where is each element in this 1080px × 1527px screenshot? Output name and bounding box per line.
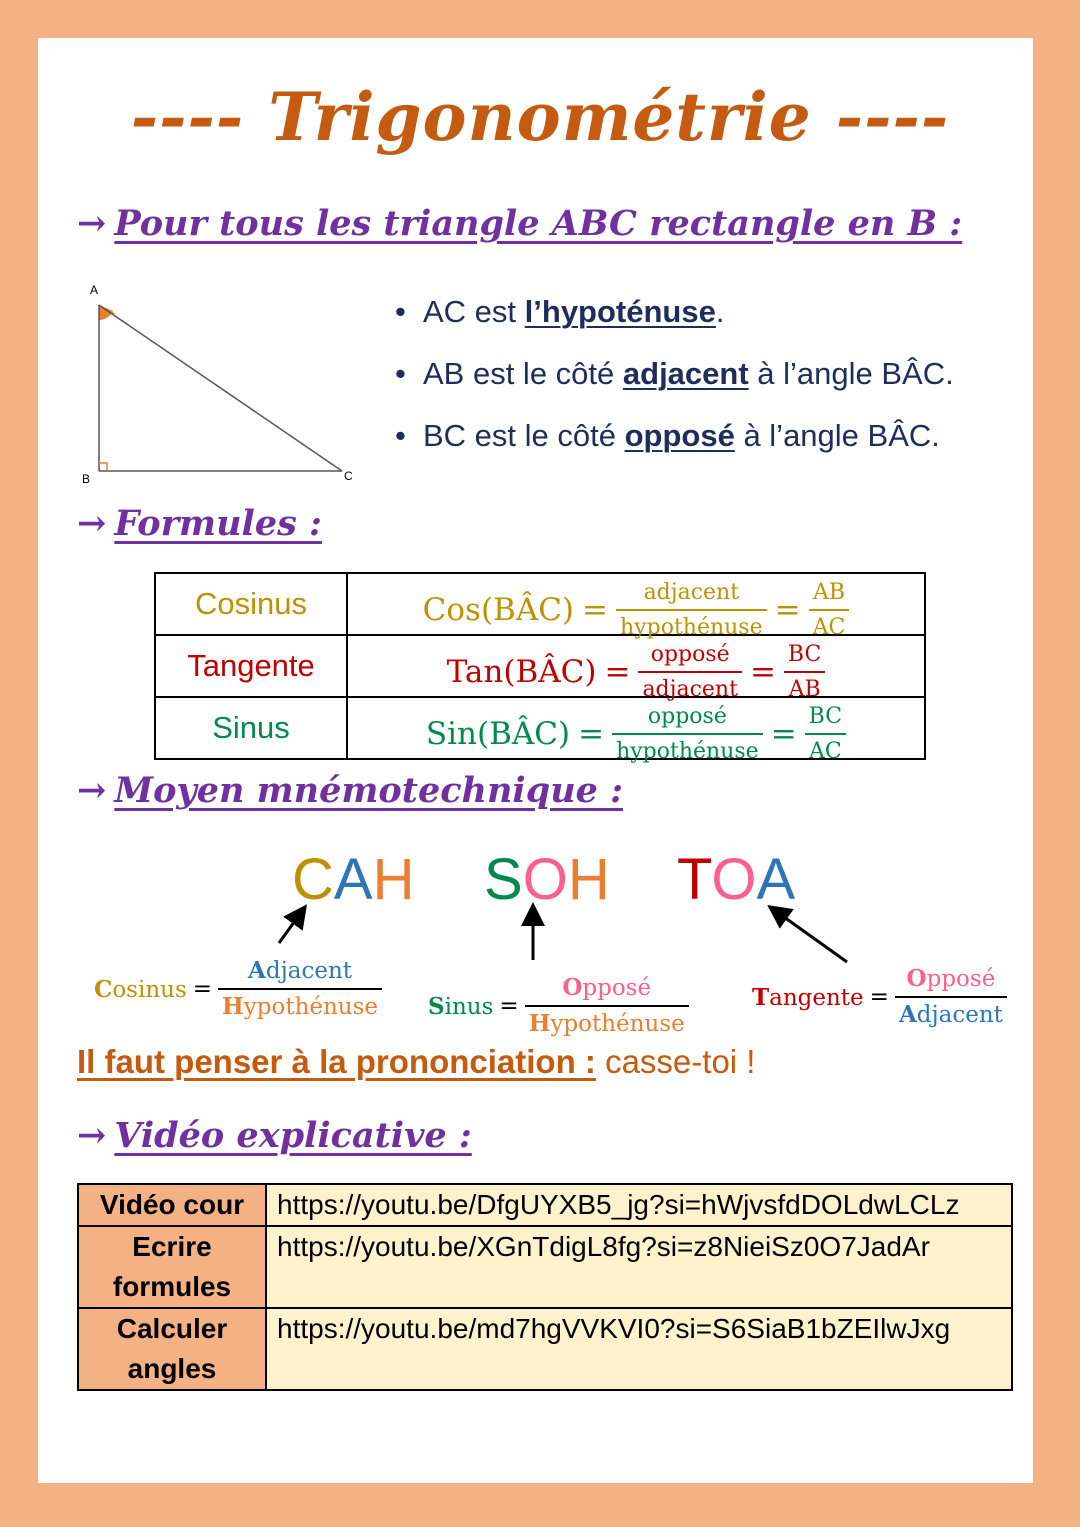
fraction: $\frac{AB}{AC}$: [809, 576, 850, 644]
definition-list: [395, 294, 954, 480]
bullet-keyword: opposé: [624, 418, 735, 453]
equals-sign: =: [192, 976, 213, 1002]
video-link[interactable]: https://youtu.be/DfgUYXB5_jg?si=hWjvsfdDOLdwLCLz: [266, 1184, 1012, 1226]
formula-function: Cos(BÂC): [422, 592, 575, 628]
bullet-text: AC est: [423, 294, 525, 329]
bullet-text-end: à l’angle BÂC.: [734, 418, 940, 453]
section-heading-triangle-text: Pour tous les triangle ABC rectangle en B :: [114, 203, 963, 244]
right-arrow-icon: →: [77, 503, 107, 544]
page-title: ---- Trigonométrie ----: [130, 78, 950, 156]
formula-name-sinus: Sinus: [155, 697, 347, 759]
vertex-label-b: B: [82, 472, 91, 486]
section-heading-formulas-text: Formules :: [114, 503, 322, 544]
fraction: $\frac{\text{Adjacent}}{\text{Hypothénuse}}$: [218, 954, 382, 1024]
formula-tangente: [347, 635, 925, 702]
pronunciation-tip: [77, 1043, 755, 1081]
formula-name-tangente: Tangente: [155, 635, 347, 697]
section-heading-mnemonic-text: Moyen mnémotechnique :: [114, 770, 624, 811]
fraction: $\frac{\text{Opposé}}{\text{Hypothénuse}}$: [525, 971, 689, 1041]
fraction: $\frac{BC}{AC}$: [805, 700, 846, 768]
table-row: [78, 1308, 1012, 1390]
equals-sign: =: [499, 993, 519, 1019]
section-heading-video: [77, 1115, 472, 1156]
equals-sign: =: [582, 592, 609, 628]
bullet-icon: •: [395, 356, 406, 391]
mnemonic-soh: SOH: [484, 847, 610, 912]
formula-function: Sin(BÂC): [425, 716, 571, 752]
equals-sign: =: [770, 716, 797, 752]
table-row: [155, 635, 925, 697]
formula-sinus: [347, 697, 925, 764]
formula-cosinus: [347, 573, 925, 640]
equals-sign: =: [749, 654, 776, 690]
bullet-text: BC est le côté: [423, 418, 625, 453]
side-ac: [99, 305, 342, 471]
equals-sign: =: [604, 654, 631, 690]
pronunciation-label: Il faut penser à la prononciation :: [77, 1043, 596, 1080]
bullet-text-end: .: [715, 294, 725, 329]
fraction: $\frac{\text{opposé}}{\text{hypothénuse}}$: [612, 700, 763, 768]
pronunciation-text: casse-toi !: [595, 1043, 756, 1080]
section-heading-formulas: [77, 503, 322, 544]
fraction: $\frac{\text{opposé}}{\text{adjacent}}$: [638, 638, 742, 706]
table-row: [155, 573, 925, 635]
right-arrow-icon: →: [77, 1115, 107, 1156]
video-label: Vidéo cour: [78, 1184, 266, 1226]
vertex-label-c: C: [344, 469, 353, 483]
list-item: [395, 356, 954, 418]
table-row: [78, 1226, 1012, 1308]
fraction: $\frac{\text{adjacent}}{\text{hypothénuse}}$: [616, 576, 767, 644]
arrow-up-right-icon: [279, 914, 300, 943]
table-row: [155, 697, 925, 759]
video-link[interactable]: https://youtu.be/XGnTdigL8fg?si=z8NieiSz0O7JadAr: [266, 1226, 1012, 1308]
video-label: Calculer angles: [78, 1308, 266, 1390]
video-label: Ecrire formules: [78, 1226, 266, 1308]
vertex-label-a: A: [90, 283, 99, 297]
bullet-keyword: l’hypoténuse: [524, 294, 716, 329]
section-heading-triangle: [77, 203, 962, 244]
bullet-text: AB est le côté: [423, 356, 623, 391]
arrow-up-left-icon: [777, 912, 847, 962]
bullet-text-end: à l’angle BÂC.: [748, 356, 954, 391]
bullet-icon: •: [395, 418, 406, 453]
video-links-table: [77, 1183, 1013, 1391]
right-triangle-figure: [78, 280, 368, 490]
list-item: [395, 294, 954, 356]
formula-function: Tan(BÂC): [446, 654, 597, 690]
section-heading-video-text: Vidéo explicative :: [114, 1115, 472, 1156]
mnemonic-tangente-formula: Tangente = $\frac{\text{Opposé}}{\text{Adjacent}}$: [752, 962, 1007, 1032]
bullet-keyword: adjacent: [622, 356, 749, 391]
equals-sign: =: [869, 984, 889, 1010]
video-link[interactable]: https://youtu.be/md7hgVVKVI0?si=S6SiaB1bZEIlwJxg: [266, 1308, 1012, 1390]
mnemonic-toa: TOA: [677, 847, 796, 912]
formula-name-cosinus: Cosinus: [155, 573, 347, 635]
equals-sign: =: [578, 716, 605, 752]
right-arrow-icon: →: [77, 203, 107, 244]
list-item: [395, 418, 954, 480]
mnemonic-cosinus-formula: Cosinus = $\frac{\text{Adjacent}}{\text{Hypothénuse}}$: [94, 954, 382, 1024]
fraction: $\frac{\text{Opposé}}{\text{Adjacent}}$: [895, 962, 1007, 1032]
mnemonic-sinus-formula: Sinus = $\frac{\text{Opposé}}{\text{Hypothénuse}}$: [428, 971, 689, 1041]
right-angle-marker: [99, 463, 107, 471]
formula-table: [154, 572, 926, 764]
fraction: $\frac{BC}{AB}$: [784, 638, 825, 706]
mnemonic-cah: CAH: [292, 847, 415, 912]
table-row: [78, 1184, 1012, 1226]
equals-sign: =: [774, 592, 801, 628]
section-heading-mnemonic: [77, 770, 623, 811]
right-arrow-icon: →: [77, 770, 107, 811]
bullet-icon: •: [395, 294, 406, 329]
